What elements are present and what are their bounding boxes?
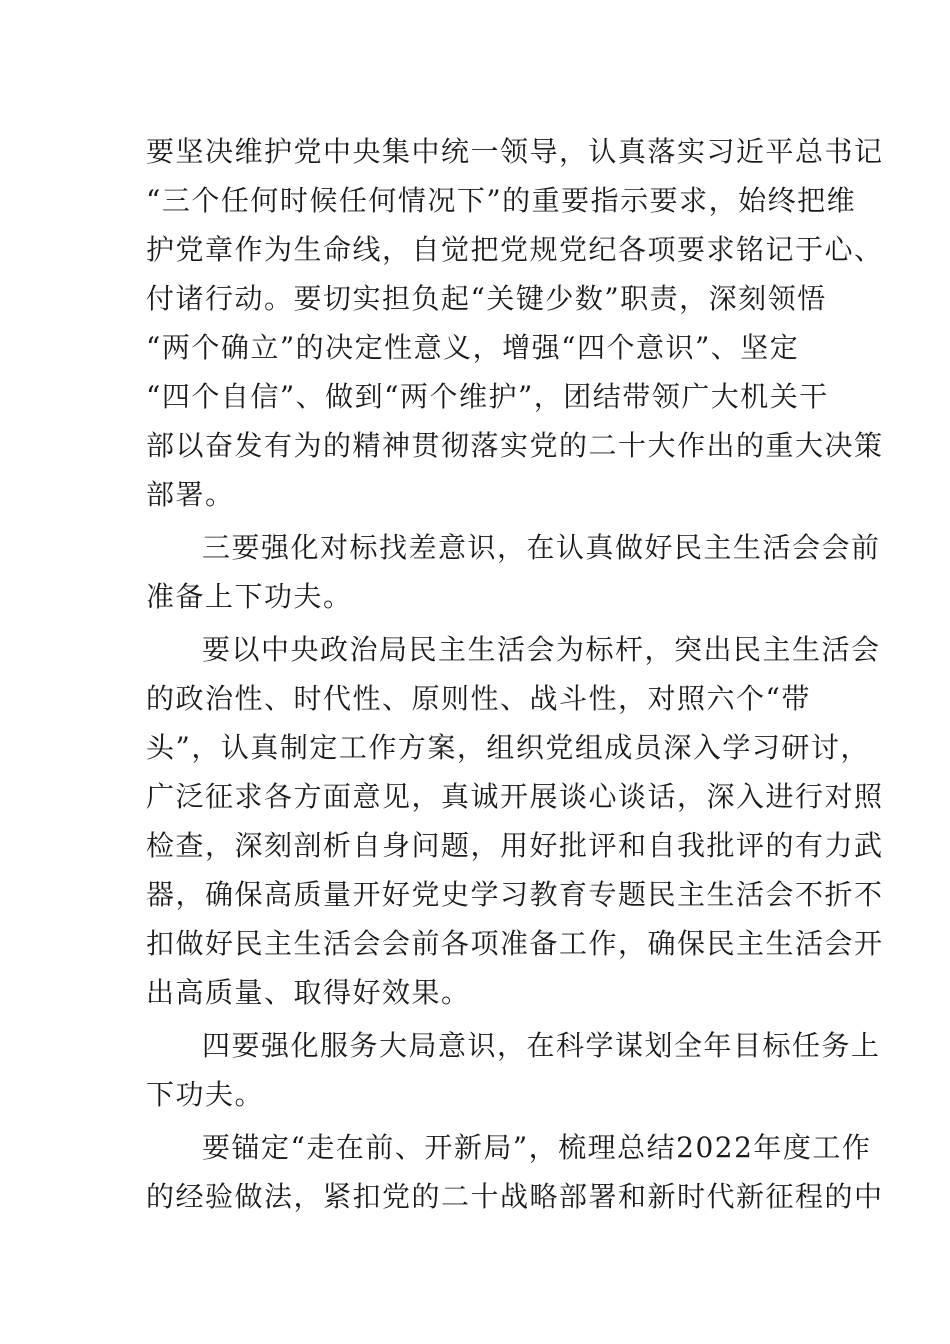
text-line: 护党章作为生命线，自觉把党规党纪各项要求铭记于心、 (146, 233, 884, 266)
text-line: 出高质量、取得好效果。 (146, 976, 471, 1009)
text-line: 部以奋发有为的精神贯彻落实党的二十大作出的重大决策 (146, 429, 884, 462)
text-line: 扣做好民主生活会会前各项准备工作，确保民主生活会开 (146, 927, 884, 960)
text-line: 的经验做法，紧扣党的二十战略部署和新时代新征程的中 (146, 1180, 884, 1213)
text-line: 付诸行动。要切实担负起“关键少数”职责，深刻领悟 (146, 282, 827, 315)
text-line: 下功夫。 (146, 1078, 265, 1111)
text-line: 的政治性、时代性、原则性、战斗性，对照六个“带 (146, 682, 811, 715)
text-line: 要坚决维护党中央集中统一领导，认真落实习近平总书记 (146, 135, 884, 168)
text-line: 检查，深刻剖析自身问题，用好批评和自我批评的有力武 (146, 829, 884, 862)
text-line: “四个自信”、做到“两个维护”，团结带领广大机关干 (146, 380, 829, 413)
paragraph-heading: 三要强化对标找差意识，在认真做好民主生活会会前 (202, 531, 881, 564)
text-line: 准备上下功夫。 (146, 580, 353, 613)
text-line: 头”，认真制定工作方案，组织党组成员深入学习研讨， (146, 731, 870, 764)
text-line: 广泛征求各方面意见，真诚开展谈心谈话，深入进行对照 (146, 780, 884, 813)
paragraph-heading: 四要强化服务大局意识，在科学谋划全年目标任务上 (202, 1029, 881, 1062)
text-line: “两个确立”的决定性意义，增强“四个意识”、坚定 (146, 331, 800, 364)
text-line: “三个任何时候任何情况下”的重要指示要求，始终把维 (146, 184, 857, 217)
text-line: 部署。 (146, 478, 235, 511)
text-line: 要以中央政治局民主生活会为标杆，突出民主生活会 (202, 633, 881, 666)
text-line: 器，确保高质量开好党史学习教育专题民主生活会不折不 (146, 878, 884, 911)
text-line: 要锚定“走在前、开新局”，梳理总结2022年度工作 (202, 1131, 872, 1164)
